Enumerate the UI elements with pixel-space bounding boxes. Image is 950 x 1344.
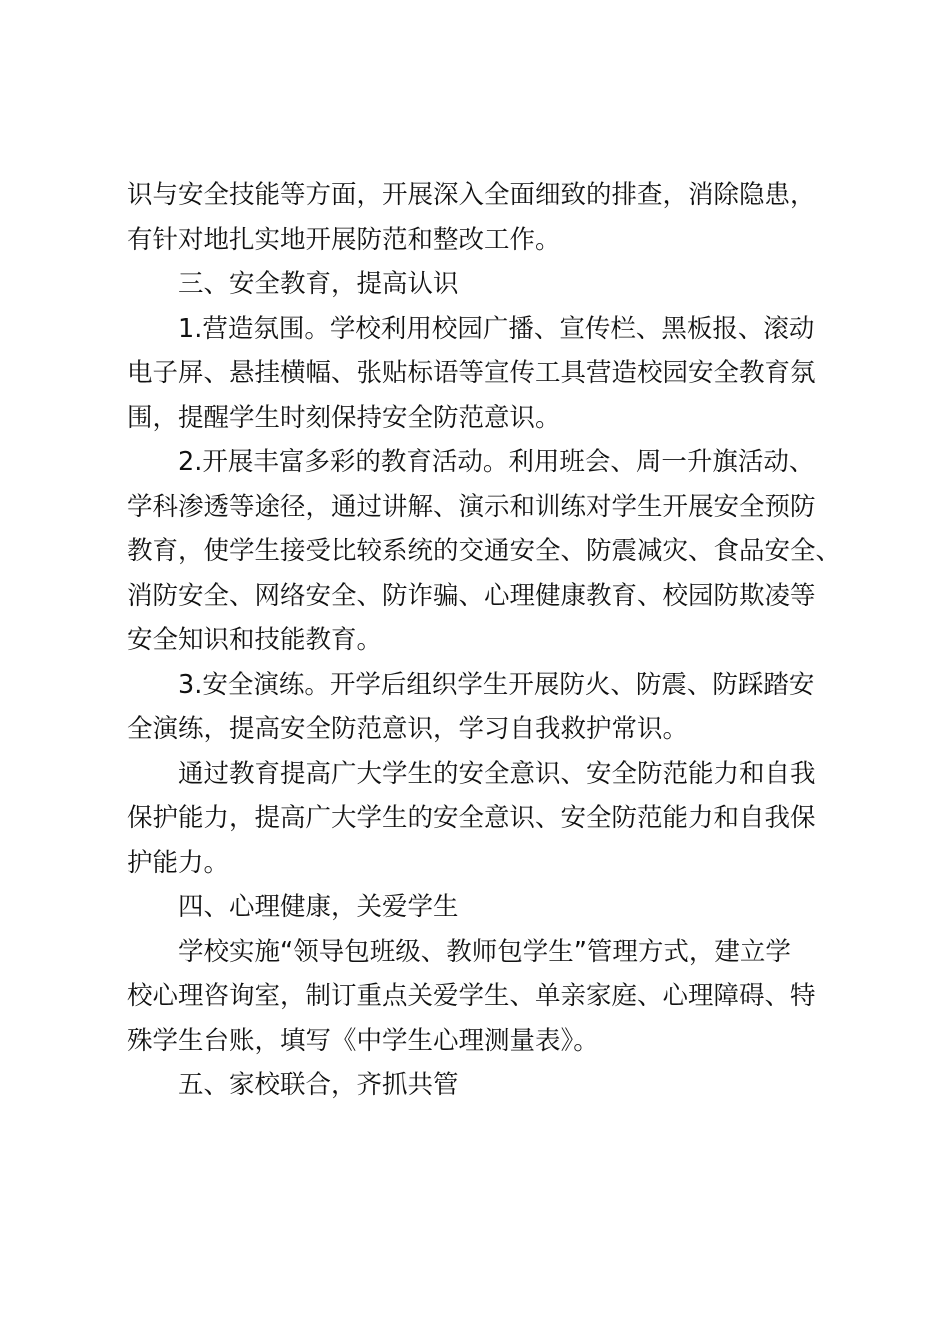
text-line: 2.开展丰富多彩的教育活动。利用班会、周一升旗活动、 xyxy=(178,447,815,477)
text-line: 五、家校联合，齐抓共管 xyxy=(178,1070,459,1100)
text-line: 通过教育提高广大学生的安全意识、安全防范能力和自我 xyxy=(178,758,816,789)
text-line: 校心理咨询室，制订重点关爱学生、单亲家庭、心理障碍、特 xyxy=(127,981,816,1011)
document-body xyxy=(127,173,842,1108)
text-line: 安全知识和技能教育。 xyxy=(127,625,383,655)
text-line: 围，提醒学生时刻保持安全防范意识。 xyxy=(127,402,561,433)
text-line: 3.安全演练。开学后组织学生开展防火、防震、防踩踏安 xyxy=(178,669,815,700)
text-line: 四、心理健康，关爱学生 xyxy=(178,892,459,922)
text-line: 有针对地扎实地开展防范和整改工作。 xyxy=(127,224,561,255)
text-line: 三、安全教育，提高认识 xyxy=(178,269,459,299)
text-line: 教育，使学生接受比较系统的交通安全、防震减灾、食品安全、 xyxy=(127,536,842,566)
text-line: 学科渗透等途径，通过讲解、演示和训练对学生开展安全预防 xyxy=(127,491,816,522)
text-line: 殊学生台账，填写《中学生心理测量表》。 xyxy=(127,1025,599,1056)
text-line: 保护能力，提高广大学生的安全意识、安全防范能力和自我保 xyxy=(127,803,816,833)
text-line: 识与安全技能等方面，开展深入全面细致的排查，消除隐患， xyxy=(127,180,816,210)
text-line: 护能力。 xyxy=(127,847,230,878)
text-line: 1.营造氛围。学校利用校园广播、宣传栏、黑板报、滚动 xyxy=(178,313,815,344)
text-line: 学校实施“领导包班级、教师包学生”管理方式，建立学 xyxy=(178,936,791,967)
text-line: 消防安全、网络安全、防诈骗、心理健康教育、校园防欺凌等 xyxy=(127,580,816,611)
text-line: 电子屏、悬挂横幅、张贴标语等宣传工具营造校园安全教育氛 xyxy=(127,358,816,388)
text-line: 全演练，提高安全防范意识，学习自我救护常识。 xyxy=(127,714,689,744)
